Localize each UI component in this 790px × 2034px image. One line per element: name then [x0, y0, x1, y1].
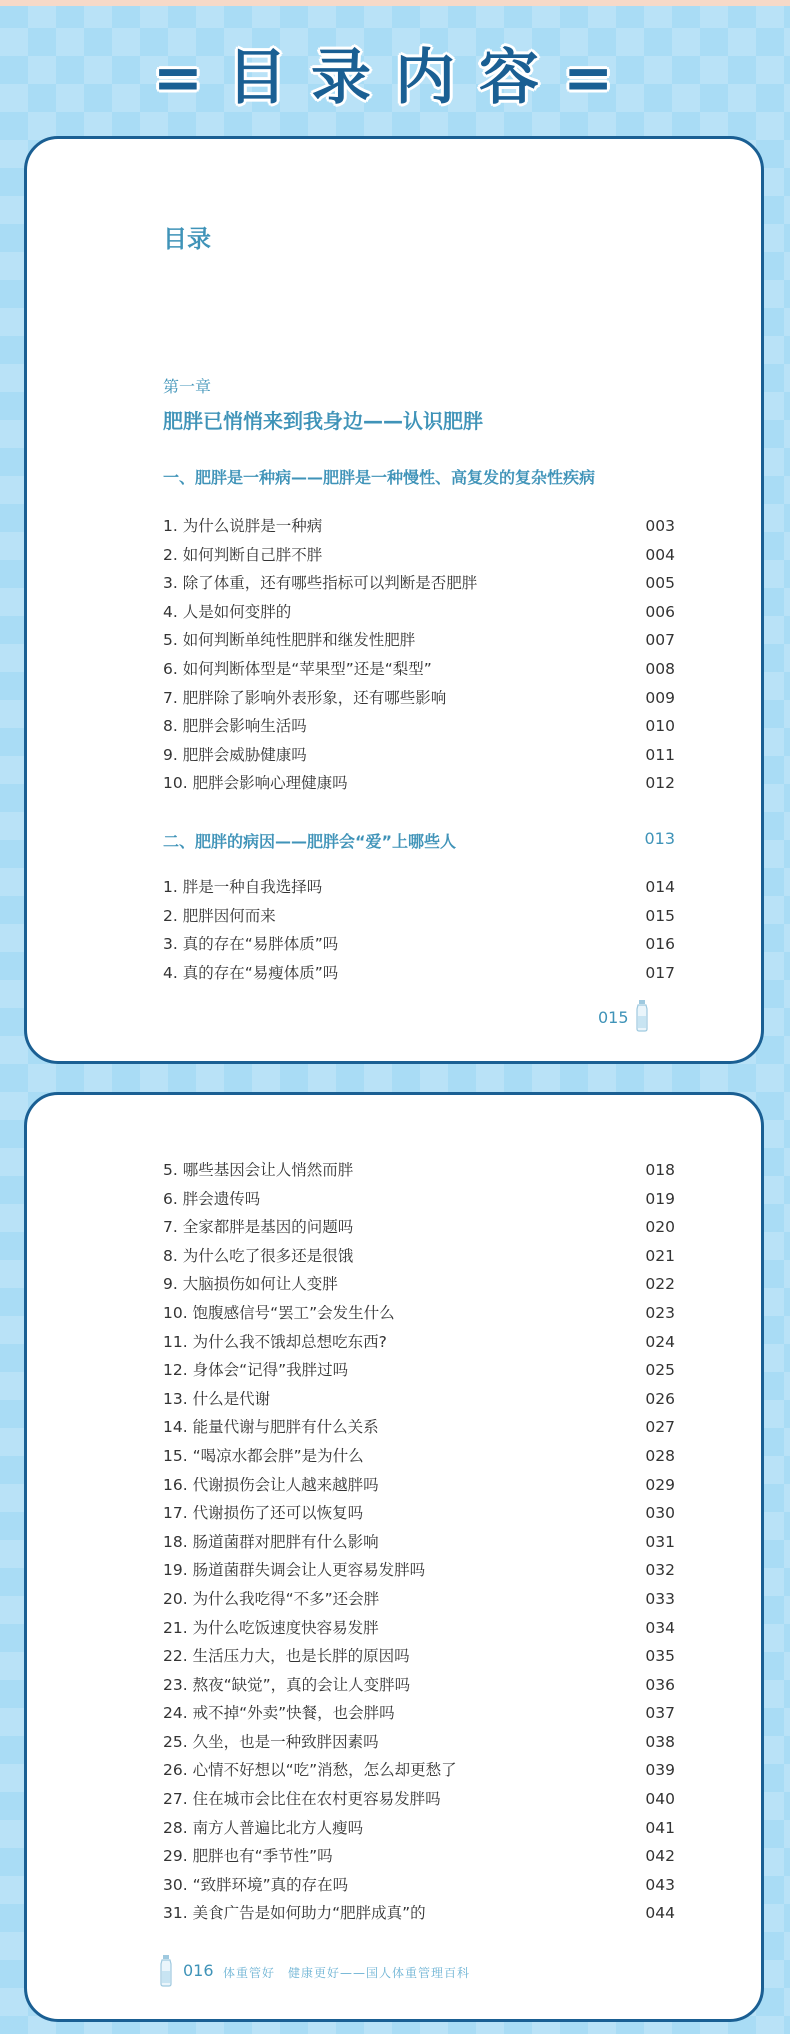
- toc-entry-title: 8. 为什么吃了很多还是很饿: [163, 1246, 354, 1265]
- toc-entry-title: 25. 久坐，也是一种致胖因素吗: [163, 1732, 379, 1751]
- toc-entry[interactable]: [163, 1785, 675, 1814]
- toc-entry[interactable]: [163, 1328, 675, 1357]
- toc-entry[interactable]: [163, 1699, 675, 1728]
- toc-entry[interactable]: [163, 1213, 675, 1242]
- bottle-icon: [159, 1955, 173, 1987]
- running-footer: 体重管好 健康更好——国人体重管理百科: [223, 1966, 471, 1980]
- section-title: 二、肥胖的病因——肥胖会“爱”上哪些人: [163, 832, 457, 851]
- section-page: 013: [644, 829, 675, 848]
- toc-entry-page: 030: [645, 1504, 675, 1523]
- toc-entry[interactable]: [163, 1728, 675, 1757]
- toc-entry-title: 13. 什么是代谢: [163, 1389, 271, 1408]
- toc-entry[interactable]: [163, 684, 675, 713]
- toc-entry-page: 016: [645, 935, 675, 954]
- toc-entry[interactable]: [163, 873, 675, 902]
- toc-entry[interactable]: [163, 1242, 675, 1271]
- toc-entry[interactable]: [163, 1385, 675, 1414]
- toc-entry-title: 10. 肥胖会影响心理健康吗: [163, 774, 348, 793]
- toc-entry-title: 1. 胖是一种自我选择吗: [163, 878, 323, 896]
- toc-entry-title: 5. 哪些基因会让人悄然而胖: [163, 1161, 354, 1179]
- toc-entry[interactable]: [163, 541, 675, 570]
- toc-entry-title: 12. 身体会“记得”我胖过吗: [163, 1361, 349, 1380]
- toc-entry-page: 029: [645, 1475, 675, 1494]
- toc-entry[interactable]: [163, 1871, 675, 1900]
- toc-entry-title: 20. 为什么我吃得“不多”还会胖: [163, 1589, 380, 1608]
- toc-entry-page: 044: [645, 1904, 675, 1923]
- chapter-label: 第一章: [163, 377, 212, 396]
- toc-entry-title: 24. 戒不掉“外卖”快餐，也会胖吗: [163, 1704, 395, 1723]
- toc-entry[interactable]: [163, 1756, 675, 1785]
- toc-entry-title: 29. 肥胖也有“季节性”吗: [163, 1847, 333, 1866]
- toc-entry-page: 014: [645, 878, 675, 896]
- toc-entry[interactable]: [163, 1899, 675, 1928]
- toc-entry-title: 22. 生活压力大，也是长胖的原因吗: [163, 1647, 410, 1666]
- toc-entry-title: 10. 饱腹感信号“罢工”会发生什么: [163, 1303, 395, 1322]
- toc-entry[interactable]: [163, 626, 675, 655]
- toc-entry-title: 23. 熬夜“缺觉”，真的会让人变胖吗: [163, 1675, 411, 1694]
- toc-page-1: [24, 136, 764, 1064]
- toc-entry-title: 6. 胖会遗传吗: [163, 1189, 261, 1208]
- toc-entry[interactable]: [163, 1413, 675, 1442]
- toc-entry-title: 2. 如何判断自己胖不胖: [163, 545, 323, 564]
- toc-entry-title: 2. 肥胖因何而来: [163, 906, 276, 925]
- toc-entry-page: 040: [645, 1790, 675, 1809]
- toc-entry[interactable]: [163, 712, 675, 741]
- toc-entry-page: 020: [645, 1218, 675, 1237]
- section-title: 一、肥胖是一种病——肥胖是一种慢性、高复发的复杂性疾病: [163, 468, 596, 487]
- toc-title: 目录: [163, 225, 211, 253]
- toc-entry[interactable]: [163, 1814, 675, 1843]
- toc-entry-page: 043: [645, 1875, 675, 1894]
- toc-entry-title: 17. 代谢损伤了还可以恢复吗: [163, 1504, 364, 1523]
- toc-entry-title: 11. 为什么我不饿却总想吃东西?: [163, 1332, 387, 1351]
- toc-entry-page: 022: [645, 1275, 675, 1294]
- toc-entry-page: 024: [645, 1332, 675, 1351]
- toc-entry-page: 017: [645, 963, 675, 982]
- toc-entry-title: 15. “喝凉水都会胖”是为什么: [163, 1446, 364, 1465]
- toc-entry[interactable]: [163, 930, 675, 959]
- toc-entry-page: 025: [645, 1361, 675, 1380]
- top-stripe: [0, 0, 790, 6]
- toc-entry-page: 026: [645, 1389, 675, 1408]
- toc-entry-title: 9. 大脑损伤如何让人变胖: [163, 1275, 338, 1294]
- toc-entry[interactable]: [163, 1556, 675, 1585]
- toc-entry-page: 010: [645, 717, 675, 736]
- toc-entry-title: 26. 心情不好想以“吃”消愁，怎么却更愁了: [163, 1761, 457, 1780]
- toc-entry-page: 042: [645, 1847, 675, 1866]
- toc-entry[interactable]: [163, 1185, 675, 1214]
- toc-entry[interactable]: [163, 1642, 675, 1671]
- toc-entry-title: 21. 为什么吃饭速度快容易发胖: [163, 1618, 379, 1637]
- toc-entry-page: 041: [645, 1818, 675, 1837]
- toc-entry-page: 004: [645, 545, 675, 564]
- toc-entry-title: 7. 肥胖除了影响外表形象，还有哪些影响: [163, 688, 447, 707]
- toc-entry-page: 006: [645, 602, 675, 621]
- toc-entry[interactable]: [163, 1614, 675, 1643]
- toc-entry-title: 4. 真的存在“易瘦体质”吗: [163, 963, 339, 982]
- toc-entry-title: 1. 为什么说胖是一种病: [163, 517, 323, 535]
- toc-entry[interactable]: [163, 741, 675, 770]
- toc-entry[interactable]: [163, 1299, 675, 1328]
- toc-entry-title: 3. 除了体重，还有哪些指标可以判断是否肥胖: [163, 574, 478, 593]
- toc-entry-title: 16. 代谢损伤会让人越来越胖吗: [163, 1475, 379, 1494]
- page-number: 016: [183, 1961, 214, 1980]
- toc-list-2: [163, 873, 675, 987]
- toc-entry-title: 7. 全家都胖是基因的问题吗: [163, 1218, 354, 1237]
- toc-entry-title: 27. 住在城市会比住在农村更容易发胖吗: [163, 1790, 441, 1809]
- toc-entry[interactable]: [163, 1270, 675, 1299]
- toc-entry[interactable]: [163, 902, 675, 931]
- toc-entry-page: 032: [645, 1561, 675, 1580]
- toc-entry-page: 005: [645, 574, 675, 593]
- toc-entry-page: 021: [645, 1246, 675, 1265]
- toc-entry[interactable]: [163, 1156, 675, 1185]
- toc-entry-page: 023: [645, 1303, 675, 1322]
- toc-entry[interactable]: [163, 1671, 675, 1700]
- toc-entry[interactable]: [163, 655, 675, 684]
- toc-entry-title: 6. 如何判断体型是“苹果型”还是“梨型”: [163, 659, 432, 678]
- toc-entry-page: 007: [645, 631, 675, 650]
- toc-entry-page: 033: [645, 1589, 675, 1608]
- toc-entry-page: 035: [645, 1647, 675, 1666]
- toc-entry-page: 034: [645, 1618, 675, 1637]
- toc-entry-page: 027: [645, 1418, 675, 1437]
- toc-entry-page: 011: [645, 745, 675, 764]
- toc-entry-title: 5. 如何判断单纯性肥胖和继发性肥胖: [163, 631, 416, 650]
- toc-entry-page: 039: [645, 1761, 675, 1780]
- toc-entry-page: 012: [645, 774, 675, 793]
- toc-entry-title: 4. 人是如何变胖的: [163, 602, 292, 621]
- toc-entry-page: 028: [645, 1446, 675, 1465]
- toc-entry-title: 8. 肥胖会影响生活吗: [163, 717, 307, 736]
- toc-entry-title: 31. 美食广告是如何助力“肥胖成真”的: [163, 1904, 426, 1923]
- toc-entry-title: 19. 肠道菌群失调会让人更容易发胖吗: [163, 1561, 426, 1580]
- toc-entry-title: 28. 南方人普遍比北方人瘦吗: [163, 1818, 364, 1837]
- toc-entry-page: 037: [645, 1704, 675, 1723]
- section-2-heading: [163, 829, 675, 852]
- banner-title: =目录内容=: [152, 43, 638, 113]
- toc-entry-page: 018: [645, 1161, 675, 1179]
- toc-entry-page: 036: [645, 1675, 675, 1694]
- page-number: 015: [598, 1008, 629, 1027]
- toc-entry-title: 18. 肠道菌群对肥胖有什么影响: [163, 1532, 379, 1551]
- toc-entry[interactable]: [163, 512, 675, 541]
- toc-entry[interactable]: [163, 569, 675, 598]
- bottle-icon: [635, 1000, 649, 1032]
- toc-entry[interactable]: [163, 1442, 675, 1471]
- toc-entry[interactable]: [163, 769, 675, 798]
- toc-entry-page: 009: [645, 688, 675, 707]
- toc-entry[interactable]: [163, 1499, 675, 1528]
- toc-entry[interactable]: [163, 598, 675, 627]
- toc-entry-page: 038: [645, 1732, 675, 1751]
- toc-entry[interactable]: [163, 1528, 675, 1557]
- toc-entry-title: 9. 肥胖会威胁健康吗: [163, 745, 307, 764]
- toc-entry[interactable]: [163, 1842, 675, 1871]
- toc-entry-page: 008: [645, 659, 675, 678]
- section-1-heading: [163, 465, 675, 488]
- toc-entry[interactable]: [163, 1471, 675, 1500]
- toc-entry-page: 019: [645, 1189, 675, 1208]
- toc-entry-page: 015: [645, 906, 675, 925]
- toc-list-1: [163, 512, 675, 798]
- toc-entry-page: 003: [645, 517, 675, 535]
- toc-entry[interactable]: [163, 959, 675, 988]
- toc-entry[interactable]: [163, 1356, 675, 1385]
- toc-entry-title: 14. 能量代谢与肥胖有什么关系: [163, 1418, 379, 1437]
- toc-entry[interactable]: [163, 1585, 675, 1614]
- toc-entry-page: 031: [645, 1532, 675, 1551]
- toc-entry-title: 3. 真的存在“易胖体质”吗: [163, 935, 339, 954]
- toc-entry-title: 30. “致胖环境”真的存在吗: [163, 1875, 349, 1894]
- chapter-title: 肥胖已悄悄来到我身边——认识肥胖: [163, 409, 483, 433]
- toc-page-2: [24, 1092, 764, 2022]
- toc-list-3: [163, 1156, 675, 1928]
